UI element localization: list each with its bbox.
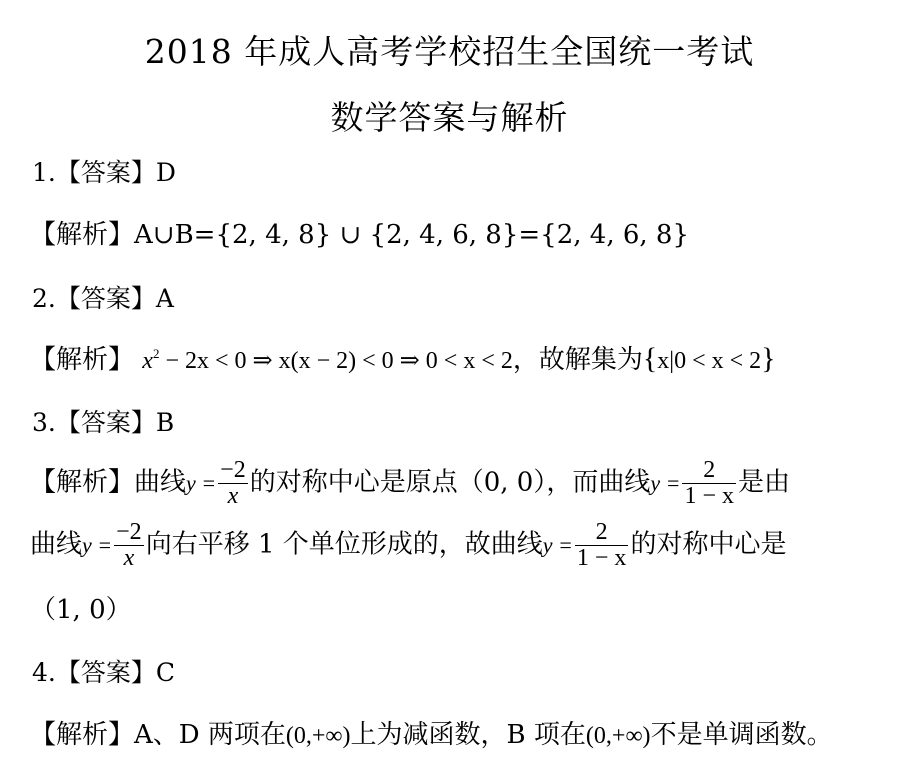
q3-yeq-4: y =: [542, 532, 573, 558]
q4-answer: 4.【答案】C: [32, 658, 175, 687]
q3-answer: 3.【答案】B: [32, 408, 175, 437]
q4-interval-2: (0,+∞): [585, 723, 651, 749]
q4-interval-1: (0,+∞): [285, 723, 351, 749]
q1-answer: 1.【答案】D: [32, 158, 176, 187]
document-title: 2018 年成人高考学校招生全国统一考试: [144, 32, 755, 71]
q3-text-1: 曲线: [134, 467, 187, 498]
q3-analysis-line1: [30, 458, 790, 509]
q3-text-2: 的对称中心是原点（0, 0），而曲线: [249, 467, 651, 498]
q2-math-sup: 2: [152, 346, 160, 361]
q2-analysis: [30, 344, 776, 374]
q3-yeq-1: y =: [186, 470, 217, 496]
q2-math-inequality: − 2x < 0 ⇒ x(x − 2) < 0 ⇒ 0 < x < 2: [159, 348, 513, 374]
q2-set-open: {: [642, 342, 658, 375]
q3-yeq-2: y =: [650, 470, 681, 496]
q3-fraction-3-num: −2: [116, 519, 142, 545]
q4-text-1: A、D 两项在: [134, 720, 286, 750]
q3-fraction-2-den: 1 − x: [684, 483, 734, 510]
q4-analysis-label: 【解析】: [30, 720, 135, 750]
q3-analysis-line2: [30, 520, 786, 571]
q1-analysis-label: 【解析】: [30, 220, 135, 250]
q3-fraction-4: [575, 520, 629, 571]
q3-fraction-4-den: 1 − x: [576, 545, 627, 572]
q3-fraction-2-num: 2: [682, 458, 736, 484]
q3-text-4: 曲线: [30, 529, 83, 560]
q3-analysis-line3: （1, 0）: [30, 595, 132, 625]
q3-yeq-3: y =: [82, 532, 113, 558]
q3-text-3: 是由: [738, 467, 791, 498]
q3-fraction-1-den: x: [227, 483, 239, 510]
q2-math-x: x: [142, 348, 153, 374]
q3-fraction-1-num: −2: [220, 457, 246, 483]
q3-fraction-2: [682, 458, 736, 509]
q3-fraction-1: [218, 458, 248, 509]
q1-analysis-text: A∪B={2, 4, 8} ∪ {2, 4, 6, 8}={2, 4, 6, 8}: [134, 220, 690, 250]
q3-fraction-3: [114, 520, 144, 571]
q2-analysis-label: 【解析】: [30, 345, 135, 375]
q3-fraction-4-num: 2: [575, 520, 629, 546]
document-subtitle: 数学答案与解析: [330, 98, 569, 137]
q2-text-mid: ，故解集为: [512, 345, 643, 375]
q2-answer: 2.【答案】A: [32, 284, 174, 313]
q2-set-close: }: [761, 342, 776, 375]
q3-fraction-3-den: x: [123, 545, 135, 572]
q4-analysis: [30, 722, 833, 748]
q4-text-2: 上为减函数，B 项在: [350, 720, 586, 750]
q1-analysis: [30, 222, 689, 248]
q3-text-6: 的对称中心是: [630, 529, 787, 560]
q4-text-3: 不是单调函数。: [650, 720, 833, 750]
q3-text-5: 向右平移 1 个单位形成的，故曲线: [145, 529, 543, 560]
q3-analysis-label: 【解析】: [30, 467, 135, 498]
q2-set-body: x|0 < x < 2: [657, 348, 762, 374]
